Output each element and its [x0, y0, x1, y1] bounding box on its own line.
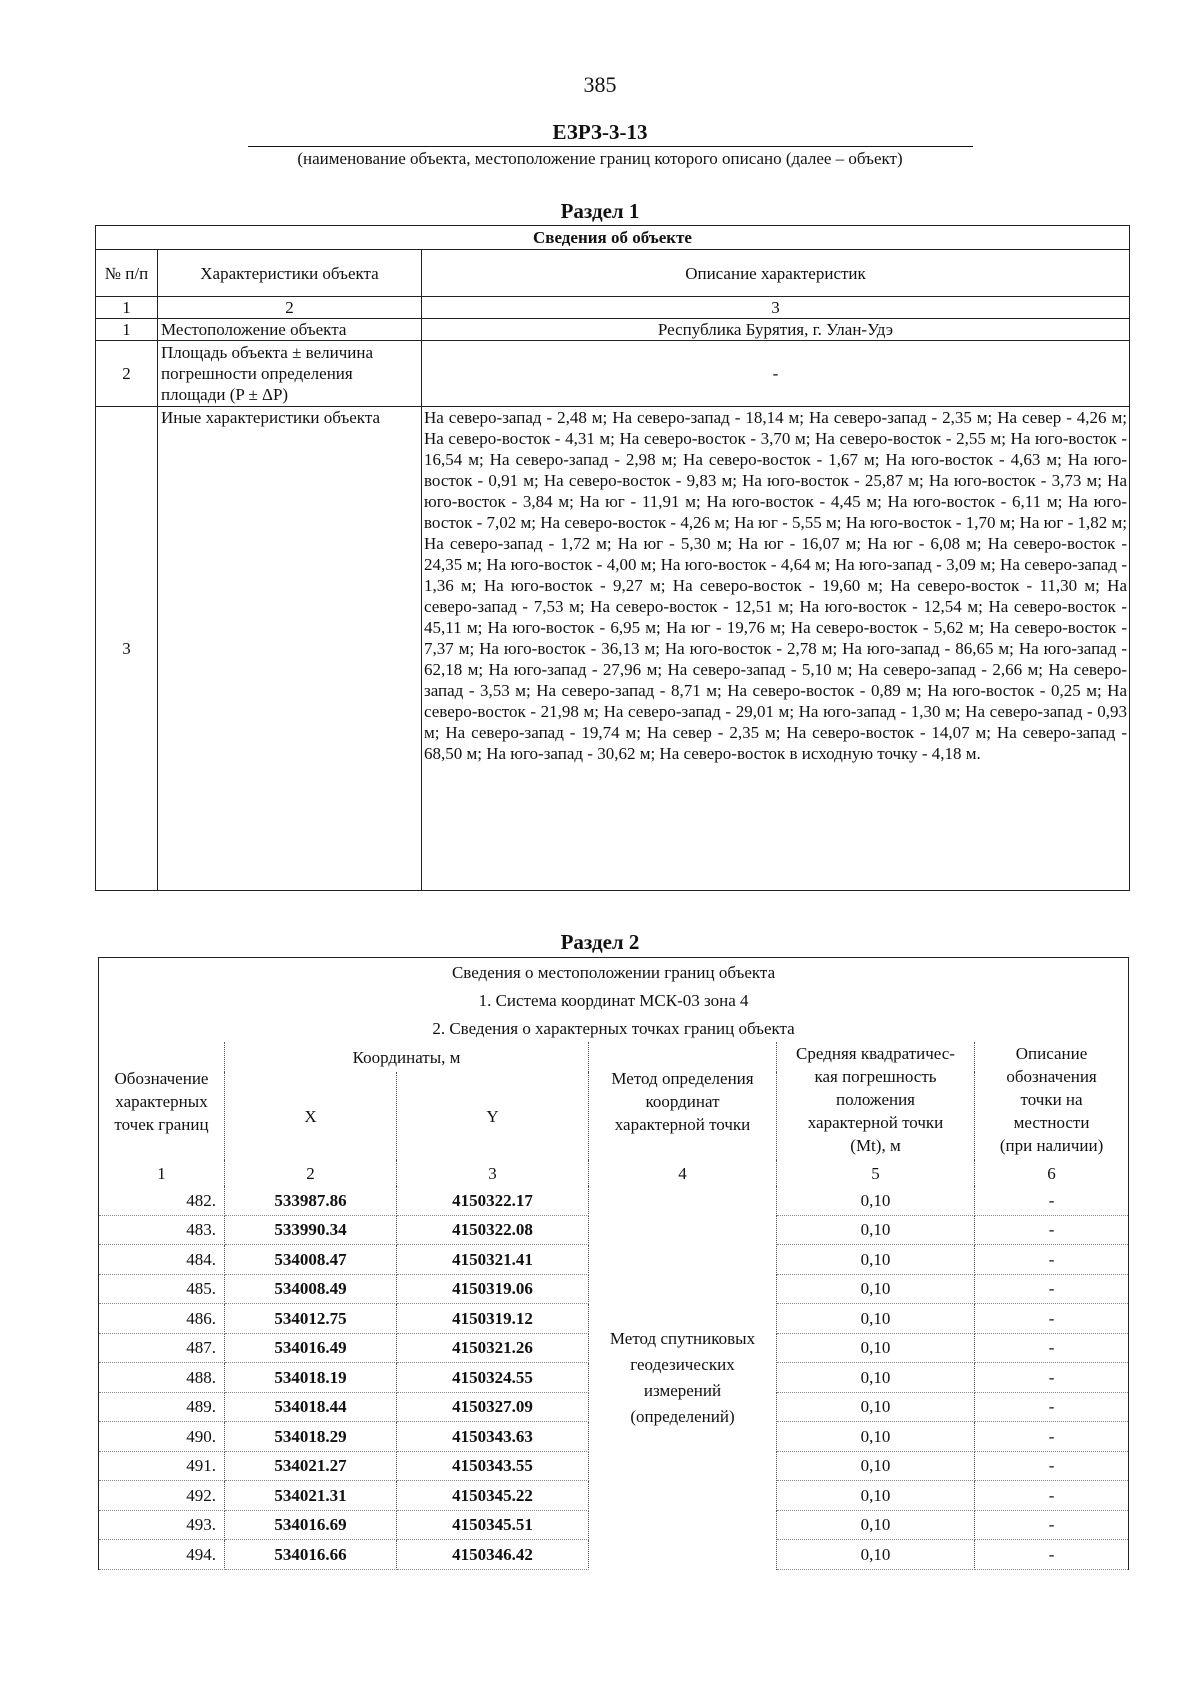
point-id: 489.	[99, 1392, 225, 1422]
point-id: 482.	[99, 1186, 225, 1215]
point-accuracy: 0,10	[777, 1510, 975, 1540]
point-accuracy: 0,10	[777, 1392, 975, 1422]
column-number: 1	[99, 1160, 225, 1186]
point-description: -	[975, 1245, 1129, 1275]
point-x: 533987.86	[225, 1186, 397, 1215]
table-row	[96, 341, 1130, 407]
boundary-points-table	[98, 957, 1129, 1570]
header-method: Метод определения координат характерной точки	[589, 1042, 777, 1160]
table-row	[96, 319, 1130, 341]
point-id: 488.	[99, 1363, 225, 1393]
header-description: Описание характеристик	[422, 250, 1130, 297]
point-description: -	[975, 1274, 1129, 1304]
column-number: 3	[422, 297, 1130, 319]
point-y: 4150327.09	[397, 1392, 589, 1422]
point-y: 4150322.17	[397, 1186, 589, 1215]
point-id: 486.	[99, 1304, 225, 1334]
method-value: Метод спутниковых геодезических измерений (определений)	[589, 1186, 777, 1569]
point-id: 492.	[99, 1481, 225, 1511]
title-caption: (наименование объекта, местоположение границ которого описано (далее – объект)	[297, 149, 903, 168]
point-x: 534021.27	[225, 1451, 397, 1481]
point-accuracy: 0,10	[777, 1481, 975, 1511]
point-y: 4150343.55	[397, 1451, 589, 1481]
column-number: 1	[96, 297, 158, 319]
title-underline	[248, 146, 973, 147]
point-id: 485.	[99, 1274, 225, 1304]
row-description: -	[422, 341, 1130, 407]
row-characteristic: Местоположение объекта	[158, 319, 422, 341]
header-x: X	[225, 1072, 397, 1160]
point-y: 4150324.55	[397, 1363, 589, 1393]
column-number: 5	[777, 1160, 975, 1186]
point-accuracy: 0,10	[777, 1304, 975, 1334]
point-x: 534018.29	[225, 1422, 397, 1452]
point-y: 4150345.51	[397, 1510, 589, 1540]
point-id: 491.	[99, 1451, 225, 1481]
point-description: -	[975, 1481, 1129, 1511]
point-accuracy: 0,10	[777, 1363, 975, 1393]
point-accuracy: 0,10	[777, 1215, 975, 1245]
point-x: 534012.75	[225, 1304, 397, 1334]
point-x: 533990.34	[225, 1215, 397, 1245]
points-banner: 2. Сведения о характерных точках границ объекта	[99, 1014, 1129, 1042]
point-description: -	[975, 1304, 1129, 1334]
point-x: 534016.69	[225, 1510, 397, 1540]
column-number: 6	[975, 1160, 1129, 1186]
section2-heading: Раздел 2	[560, 930, 640, 954]
point-accuracy: 0,10	[777, 1245, 975, 1275]
point-y: 4150321.41	[397, 1245, 589, 1275]
point-id: 494.	[99, 1540, 225, 1570]
point-accuracy: 0,10	[777, 1540, 975, 1570]
point-y: 4150343.63	[397, 1422, 589, 1452]
point-x: 534021.31	[225, 1481, 397, 1511]
section1-heading: Раздел 1	[560, 199, 640, 223]
column-number: 4	[589, 1160, 777, 1186]
point-description: -	[975, 1540, 1129, 1570]
point-id: 493.	[99, 1510, 225, 1540]
row-description: Республика Бурятия, г. Улан-Удэ	[422, 319, 1130, 341]
table-row	[96, 407, 1130, 891]
point-description: -	[975, 1392, 1129, 1422]
point-description: -	[975, 1186, 1129, 1215]
point-x: 534016.49	[225, 1333, 397, 1363]
table-row	[99, 1186, 1129, 1215]
point-description: -	[975, 1363, 1129, 1393]
document-title: ЕЗРЗ-3-13	[552, 120, 648, 144]
point-x: 534008.47	[225, 1245, 397, 1275]
row-characteristic: Площадь объекта ± величина погрешности определения площади (P ± ΔP)	[158, 341, 422, 407]
column-number: 2	[158, 297, 422, 319]
object-info-table	[95, 225, 1130, 891]
point-x: 534018.44	[225, 1392, 397, 1422]
point-y: 4150321.26	[397, 1333, 589, 1363]
row-num: 2	[96, 341, 158, 407]
point-description: -	[975, 1451, 1129, 1481]
coordinate-system-banner: 1. Система координат МСК-03 зона 4	[99, 986, 1129, 1014]
point-description: -	[975, 1510, 1129, 1540]
point-accuracy: 0,10	[777, 1422, 975, 1452]
point-accuracy: 0,10	[777, 1274, 975, 1304]
column-number: 2	[225, 1160, 397, 1186]
column-number: 3	[397, 1160, 589, 1186]
point-accuracy: 0,10	[777, 1186, 975, 1215]
point-x: 534016.66	[225, 1540, 397, 1570]
header-num: № п/п	[96, 250, 158, 297]
header-description: Описание обозначения точки на местности (при наличии)	[975, 1042, 1129, 1160]
row-num: 3	[96, 407, 158, 891]
point-y: 4150319.12	[397, 1304, 589, 1334]
point-x: 534008.49	[225, 1274, 397, 1304]
row-description: На северо-запад - 2,48 м; На северо-запад - 18,14 м; На северо-запад - 2,35 м; На север - 4,26 м; На северо-восток - 4,31 м; На северо-восток - 3,70 м; На северо-восток - 2,55 м; На юго-восток - 16,54 м; На северо-запад - 2,98 м; На северо-восток - 1,67 м; На юго-восток - 4,63 м; На юго-восток - 0,91 м; На северо-восток - 9,83 м; На юго-восток - 25,87 м; На юго-восток - 3,73 м; На юго-восток - 3,84 м; На юг - 11,91 м; На юго-восток - 4,45 м; На юго-восток - 6,11 м; На юго-восток - 7,02 м; На северо-восток - 4,26 м; На юг - 5,55 м; На юго-восток - 1,70 м; На юг - 1,82 м; На северо-запад - 1,72 м; На юг - 5,30 м; На юг - 16,07 м; На юг - 6,08 м; На северо-восток - 24,35 м; На юго-восток - 4,00 м; На юго-восток - 4,64 м; На юго-запад - 3,09 м; На северо-запад - 1,36 м; На юго-восток - 9,27 м; На северо-восток - 19,60 м; На северо-восток - 11,30 м; На северо-запад - 7,53 м; На северо-восток - 12,51 м; На юго-восток - 12,54 м; На северо-восток - 45,11 м; На юго-восток - 6,95 м; На юг - 19,76 м; На северо-восток - 5,62 м; На северо-восток - 7,37 м; На юго-восток - 36,13 м; На юго-восток - 2,78 м; На юго-запад - 86,65 м; На юго-запад - 62,18 м; На юго-запад - 27,96 м; На северо-запад - 5,10 м; На северо-запад - 2,66 м; На северо-запад - 3,53 м; На северо-запад - 8,71 м; На северо-восток - 0,89 м; На юго-восток - 0,25 м; На северо-восток - 21,98 м; На северо-запад - 29,01 м; На юго-запад - 1,30 м; На северо-запад - 0,93 м; На северо-запад - 19,74 м; На север - 2,35 м; На северо-восток - 14,07 м; На северо-запад - 68,50 м; На юго-запад - 30,62 м; На северо-восток в исходную точку - 4,18 м.	[422, 407, 1130, 891]
point-description: -	[975, 1422, 1129, 1452]
point-id: 490.	[99, 1422, 225, 1452]
point-y: 4150319.06	[397, 1274, 589, 1304]
header-point: Обозначение характерных точек границ	[99, 1042, 225, 1160]
point-id: 487.	[99, 1333, 225, 1363]
header-coordinates: Координаты, м	[225, 1042, 589, 1072]
point-description: -	[975, 1333, 1129, 1363]
header-characteristic: Характеристики объекта	[158, 250, 422, 297]
point-y: 4150345.22	[397, 1481, 589, 1511]
object-info-table-title: Сведения об объекте	[96, 226, 1130, 250]
point-id: 484.	[99, 1245, 225, 1275]
page-number: 385	[583, 72, 617, 97]
location-banner: Сведения о местоположении границ объекта	[99, 958, 1129, 987]
point-y: 4150322.08	[397, 1215, 589, 1245]
header-accuracy: Средняя квадратичес- кая погрешность положения характерной точки (Mt), м	[777, 1042, 975, 1160]
point-id: 483.	[99, 1215, 225, 1245]
point-x: 534018.19	[225, 1363, 397, 1393]
row-characteristic: Иные характеристики объекта	[158, 407, 422, 891]
point-y: 4150346.42	[397, 1540, 589, 1570]
row-num: 1	[96, 319, 158, 341]
point-description: -	[975, 1215, 1129, 1245]
point-accuracy: 0,10	[777, 1451, 975, 1481]
header-y: Y	[397, 1072, 589, 1160]
point-accuracy: 0,10	[777, 1333, 975, 1363]
